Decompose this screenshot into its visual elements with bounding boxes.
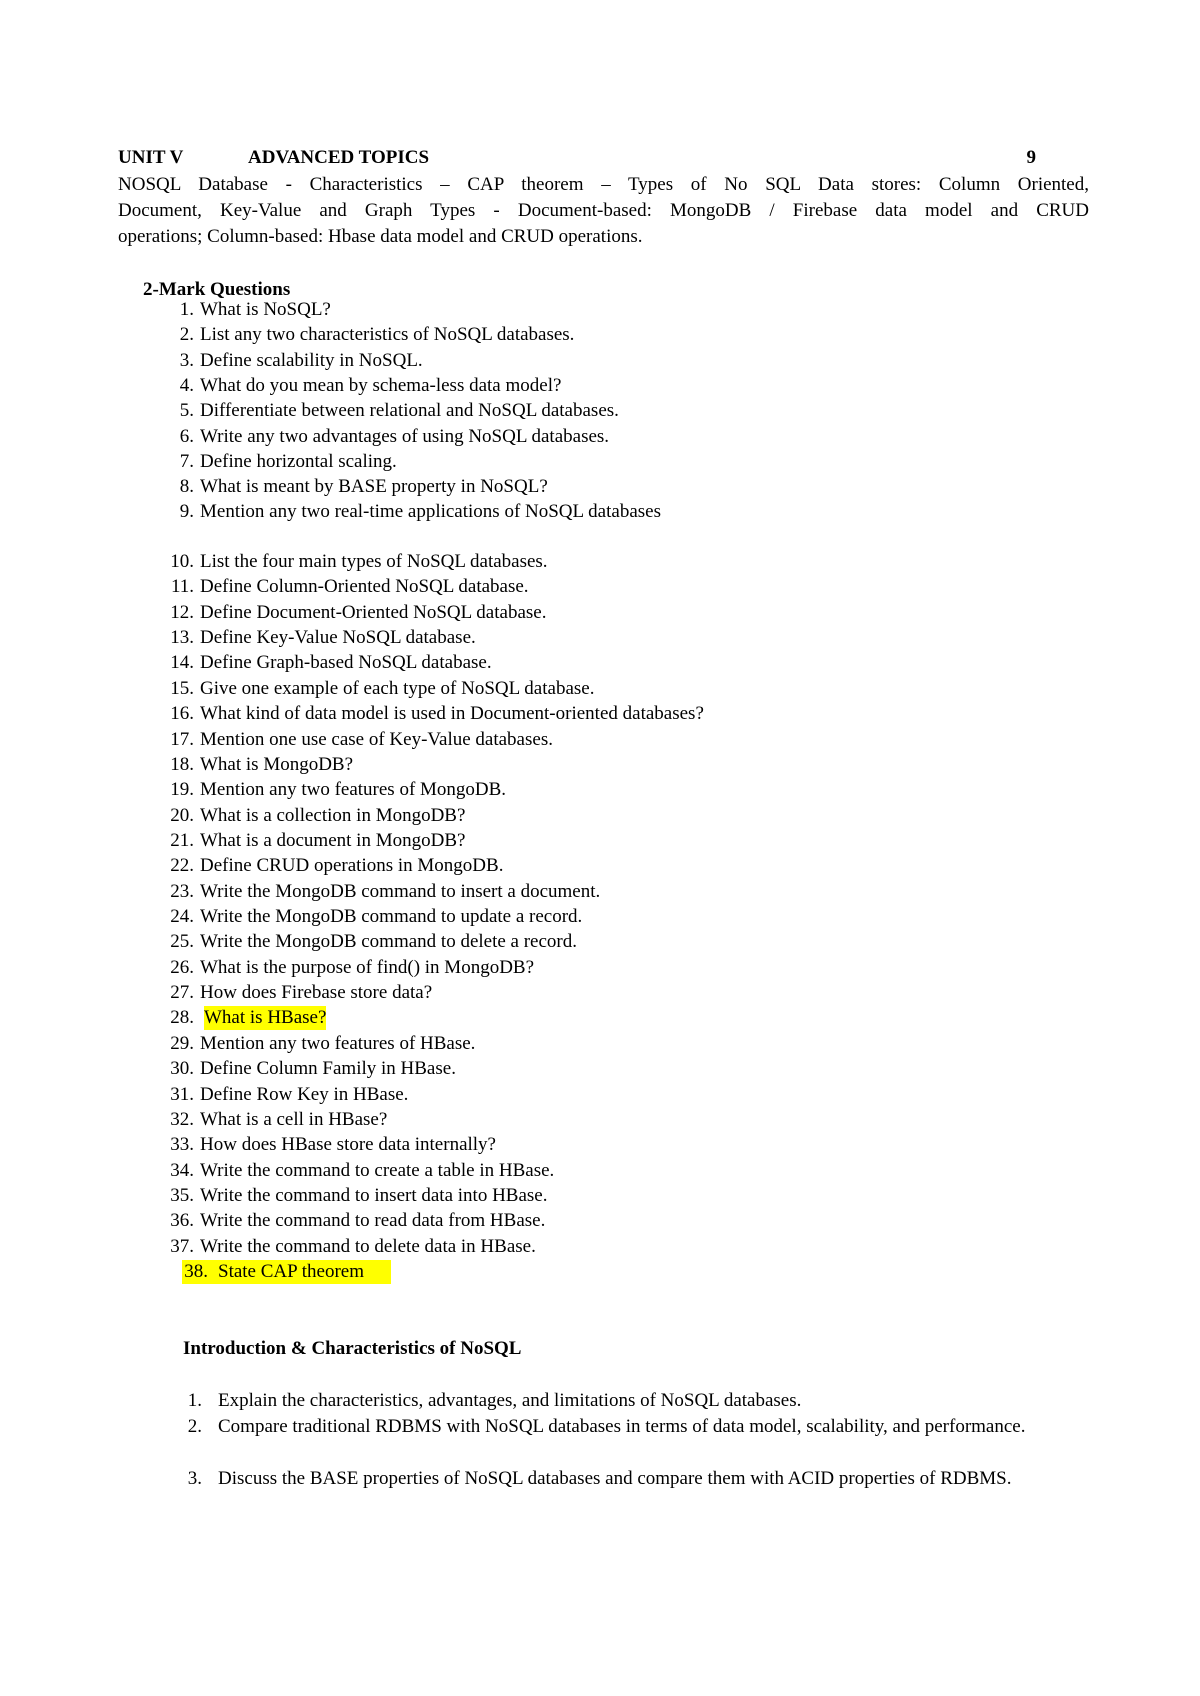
question-text: What is the purpose of find() in MongoDB? <box>200 957 535 978</box>
question-text: Explain the characteristics, advantages, and limitations of NoSQL databases. <box>218 1390 802 1411</box>
question-text: Define Row Key in HBase. <box>200 1084 409 1105</box>
question-text: What is meant by BASE property in NoSQL? <box>200 476 548 497</box>
question-number: 3. <box>187 1468 202 1489</box>
question-number: 1. <box>187 1390 202 1411</box>
question-text: Mention any two real-time applications of NoSQL databases <box>200 501 661 522</box>
question-text: What is NoSQL? <box>200 299 331 320</box>
question-number: 5. <box>179 400 194 421</box>
question-text: What do you mean by schema-less data model? <box>200 375 562 396</box>
question-number: 30. <box>170 1058 194 1079</box>
question-number: 19. <box>170 779 194 800</box>
question-text: How does HBase store data internally? <box>200 1134 496 1155</box>
question-text: What is MongoDB? <box>200 754 354 775</box>
question-text: Discuss the BASE properties of NoSQL databases and compare them with ACID properties of RDBMS. <box>218 1468 1012 1489</box>
question-text: Write the command to insert data into HBase. <box>200 1185 548 1206</box>
question-number: 6. <box>179 426 194 447</box>
question-text: Write the MongoDB command to delete a record. <box>200 931 578 952</box>
question-number: 23. <box>170 881 194 902</box>
question-number: 17. <box>170 729 194 750</box>
question-text: What kind of data model is used in Document-oriented databases? <box>200 703 704 724</box>
question-text: State CAP theorem <box>218 1261 364 1282</box>
question-number: 21. <box>170 830 194 851</box>
syllabus-line: Document, Key-Value and Graph Types - Document-based: MongoDB / Firebase data model and CRUD <box>118 200 1089 221</box>
question-number: 29. <box>170 1033 194 1054</box>
question-number: 12. <box>170 602 194 623</box>
question-text: Define Key-Value NoSQL database. <box>200 627 476 648</box>
question-text: Write the MongoDB command to insert a document. <box>200 881 601 902</box>
question-number: 1. <box>179 299 194 320</box>
question-number: 3. <box>179 350 194 371</box>
question-text: What is a collection in MongoDB? <box>200 805 466 826</box>
question-text: How does Firebase store data? <box>200 982 433 1003</box>
question-text: What is a cell in HBase? <box>200 1109 388 1130</box>
question-number: 16. <box>170 703 194 724</box>
question-number: 26. <box>170 957 194 978</box>
question-text: Mention any two features of MongoDB. <box>200 779 507 800</box>
question-number: 10. <box>170 551 194 572</box>
question-text: List any two characteristics of NoSQL databases. <box>200 324 575 345</box>
question-text: What is a document in MongoDB? <box>200 830 466 851</box>
question-number: 35. <box>170 1185 194 1206</box>
question-text: Write the command to create a table in HBase. <box>200 1160 555 1181</box>
question-number: 9. <box>179 501 194 522</box>
question-text: Write the command to read data from HBase. <box>200 1210 546 1231</box>
syllabus-line: NOSQL Database - Characteristics – CAP theorem – Types of No SQL Data stores: Column Oriented, <box>118 174 1089 195</box>
question-text: Mention any two features of HBase. <box>200 1033 476 1054</box>
question-text: What is HBase? <box>204 1007 327 1028</box>
question-number: 15. <box>170 678 194 699</box>
question-number: 32. <box>170 1109 194 1130</box>
question-text: Write any two advantages of using NoSQL databases. <box>200 426 610 447</box>
question-text: Define Document-Oriented NoSQL database. <box>200 602 547 623</box>
question-number: 27. <box>170 982 194 1003</box>
unit-label: UNIT V <box>118 147 184 168</box>
question-number: 36. <box>170 1210 194 1231</box>
question-number: 4. <box>179 375 194 396</box>
question-number: 22. <box>170 855 194 876</box>
question-number: 28. <box>170 1007 194 1028</box>
question-number: 37. <box>170 1236 194 1257</box>
question-text: Mention one use case of Key-Value databases. <box>200 729 553 750</box>
question-number: 13. <box>170 627 194 648</box>
question-text: Give one example of each type of NoSQL database. <box>200 678 595 699</box>
question-text: Write the command to delete data in HBase. <box>200 1236 536 1257</box>
question-number: 20. <box>170 805 194 826</box>
question-text: Define Column-Oriented NoSQL database. <box>200 576 529 597</box>
list-item <box>182 1260 391 1284</box>
unit-title: ADVANCED TOPICS <box>248 147 430 168</box>
syllabus-paragraph <box>118 172 1089 250</box>
question-number: 7. <box>179 451 194 472</box>
question-text: Compare traditional RDBMS with NoSQL databases in terms of data model, scalability, and performance. <box>218 1416 1026 1437</box>
unit-hours: 9 <box>1026 147 1036 168</box>
question-text: Differentiate between relational and NoSQL databases. <box>200 400 619 421</box>
question-number: 14. <box>170 652 194 673</box>
question-number: 33. <box>170 1134 194 1155</box>
question-number: 25. <box>170 931 194 952</box>
intro-section-heading: Introduction & Characteristics of NoSQL <box>183 1338 522 1359</box>
question-text: Define Graph-based NoSQL database. <box>200 652 492 673</box>
question-number: 34. <box>170 1160 194 1181</box>
question-number: 18. <box>170 754 194 775</box>
question-text: Write the MongoDB command to update a record. <box>200 906 583 927</box>
two-mark-heading: 2-Mark Questions <box>143 279 291 300</box>
syllabus-line: operations; Column-based: Hbase data model and CRUD operations. <box>118 226 643 247</box>
question-number: 2. <box>187 1416 202 1437</box>
question-number: 38. <box>184 1261 208 1282</box>
question-number: 11. <box>170 576 194 597</box>
question-text: Define scalability in NoSQL. <box>200 350 423 371</box>
question-number: 31. <box>170 1084 194 1105</box>
question-number: 8. <box>179 476 194 497</box>
question-text: Define CRUD operations in MongoDB. <box>200 855 504 876</box>
question-text: List the four main types of NoSQL databases. <box>200 551 548 572</box>
question-number: 24. <box>170 906 194 927</box>
question-number: 2. <box>179 324 194 345</box>
question-text: Define Column Family in HBase. <box>200 1058 456 1079</box>
question-text: Define horizontal scaling. <box>200 451 397 472</box>
